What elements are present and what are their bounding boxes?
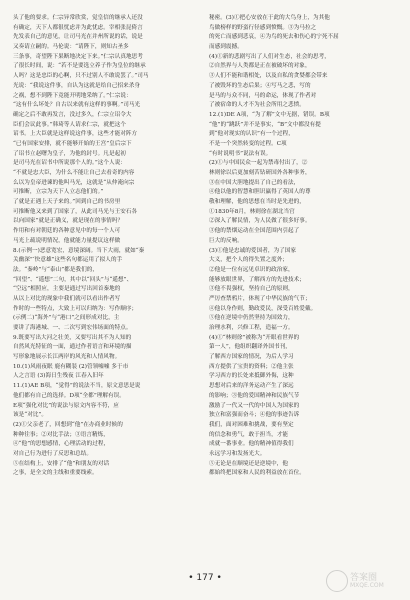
text-line: ③人们不能和谐相处，以及自私的贪婪都会带来 xyxy=(209,73,328,80)
text-line: 到“他对现实的认识”有一个过程， xyxy=(209,131,294,138)
text-line: 了解西方国家的情况，为后人学习 xyxy=(209,354,294,361)
text-line: 以向国家”就是正确义，就是现在的事情吗？ xyxy=(13,218,124,225)
text-line: 林则徐以后更加刻苦钻研国外各种事务， xyxy=(209,170,311,176)
text-line: 马光上疏说明情况，他就能力量提议这样做 xyxy=(13,237,121,244)
text-line: 学习西方的长处来抵御外侮，这种 xyxy=(209,373,294,380)
text-line: ③在中国大胆地提出了自己的看法， xyxy=(209,179,300,186)
text-line: (2)①与中国民众一起为禁毒付出了，② xyxy=(209,160,308,167)
text-line: 三条事，奇望陛下果断地决定下来。”仁宗认真地思考 xyxy=(13,53,143,60)
text-line: 了就是正遇上天子来的。”回到自己的书房里 xyxy=(13,199,121,206)
text-line: 作时的一些特点，大致上可以归纳为：写作顺序； xyxy=(13,305,138,312)
text-line: 我们，面对困难和挑战，要有坚定 xyxy=(209,421,294,428)
text-line: 治理水利，兴修工程，造福一方。 xyxy=(209,325,294,331)
text-line: ②深入了解民情，为人民做了很多好事。 xyxy=(209,218,311,225)
text-line: 光说：“我说这件事，自认为这就是给自己招来杀身 xyxy=(13,82,141,89)
text-line: 永远学习和发扬光大。 xyxy=(209,450,266,457)
text-line: 独立和富强而奋斗；④他的事迹告诉 xyxy=(209,412,300,419)
text-line: 又奏请立嗣的。马伦说：“请陛下，则知古圣多 xyxy=(13,44,129,51)
text-line: ③他的禁烟运动在全国范围内引起了 xyxy=(209,228,300,235)
text-line: 他们都有自己的选择。D项“全都”理解有误。 xyxy=(13,392,125,399)
text-line: 思想对后来的洋务运动产生了深远 xyxy=(209,383,294,390)
text-line: 从以上对比的现象中我们就可以看出作者写 xyxy=(13,295,121,302)
text-line: 是司马光在诏书中所说那个人的。”这个人说： xyxy=(13,160,126,167)
text-line: 的影响；③他的爱国精神和民族气节 xyxy=(209,392,300,399)
text-line: 写形象地展示长江两岸的风光和人情风物。 xyxy=(13,354,121,361)
text-line: ②他是一位有远见卓识的政治家， xyxy=(209,266,294,273)
text-line: “他”的“跳跃”并不是事实，“B”文中都没有提 xyxy=(209,121,321,128)
text-line: 该是“对比”。 xyxy=(13,412,48,419)
text-line: (3)①他是忠诚的爱国者，为了国家 xyxy=(209,247,297,254)
text-line: 作用和有对朝廷的各种意见中的每一个人可 xyxy=(13,228,121,235)
watermark-circle-icon xyxy=(326,570,348,592)
text-line: 巨大的反响。 xyxy=(209,237,243,244)
text-line: ①1830年8月，林则徐在湖北当官 xyxy=(209,208,295,215)
text-line: 的死亡而感到悲哀，④为鸟的死去和伤心的宁死不屈 xyxy=(209,34,339,41)
text-line: 而感到震撼。 xyxy=(209,44,243,51)
text-line: 8.(示例一)恶意宽宏，意境深阔。当下大雨，就如“秦 xyxy=(13,247,145,254)
text-line: “已有国家安排，就不能够开始的王宫”皇后宗下 xyxy=(13,140,132,147)
text-line: 头了他的要求。仁宗异常欣赏，觉皇信的继承人还没 xyxy=(13,15,143,21)
text-line: “不就是忠大臣，为什么不能让自己去看奇的内容 xyxy=(13,170,135,176)
text-line: 要讲了海港城、一、二次写到宏伟场面的特点。 xyxy=(13,325,132,331)
text-line: 秘密。(3)①把心安放在于此的大鸟身上，为其他 xyxy=(209,15,330,21)
text-line: 了诏书立赵曙为皇子，为他的封号。凡是起初 xyxy=(13,150,126,157)
text-line: 关幽深”‘快意雄”这些名句都运用了拟人的手 xyxy=(13,257,123,264)
text-line: 成就一番事业。他的精神值得我们 xyxy=(209,441,294,448)
text-line: 自然风光特征的一面，通过作者语言和环境的描 xyxy=(13,344,132,351)
text-line: 都始终把国家和人民的利益放在首位。 xyxy=(209,470,305,477)
text-line: 臣们会议此事。”韩琦等人请求仁宗，就把这个 xyxy=(13,121,126,128)
text-line: 可推断，立宗为天下人立志他们的。” xyxy=(13,189,104,196)
text-line: 西方提供了宝贵的资料；②他主张 xyxy=(209,363,294,370)
text-line: 不是一个突然转变的过程。C项 xyxy=(209,140,287,147)
text-line: ②自然界与人类都是正在被破坏的对象， xyxy=(209,63,311,70)
text-line: 有确定，天下人都很忧虑并为此忧虑。宰相张昆倚言 xyxy=(13,24,143,31)
text-line: 第一人”，他组织翻译外国书刊， xyxy=(209,344,291,351)
text-line: 激励了一代又一代的中国人为国家的 xyxy=(209,402,300,409)
text-line: 了很长时间，说：“若不是要选立养子作为皇位的继承 xyxy=(13,63,146,70)
text-line: 鸟做榜样的野蛮行径感到愤慨。③为马拉之 xyxy=(209,24,317,31)
text-line: 之事，是全文的主线和重要线索。 xyxy=(13,470,98,477)
text-line: 大义，把个人的得失置之度外； xyxy=(209,257,289,264)
watermark-text: 答案圈 xyxy=(350,573,378,583)
text-line: 种种往事；②对比手法；③语言精炼， xyxy=(13,431,109,438)
text-line: 10.(1)风雨夜眠 鹿有糊装 (2)管领嘘嘘 多于市 xyxy=(13,363,129,370)
text-line: 的信念和勇气，敢于担当，才能 xyxy=(209,431,289,438)
text-line: “回望”、“遥想”二句，其中以“回头”与“遥想”、 xyxy=(13,276,133,283)
text-line: (2)①父亲老了，回想到“他”在办商业时候的 xyxy=(13,421,123,428)
watermark-logo xyxy=(326,568,404,594)
text-line: 人之言语 (3)海日生残夜 江春入旧年 xyxy=(13,373,104,380)
text-line: ④他以他的智慧和胆识赢得了英国人的尊 xyxy=(209,189,311,196)
text-line: 人吗？这是忠臣的心啊，只不过别人不敢说罢了。”司马 xyxy=(13,73,149,80)
text-line: 对自己行为进行了反思和总结。 xyxy=(13,450,93,457)
text-line: 11.(1)AE B项，“觉得”的说法不当，原文意思是说 xyxy=(13,383,141,390)
text-line: 确定之后不敢再发言，没过多久，仁宗立诏令大 xyxy=(13,111,132,118)
text-line: 先发表自己的意见，让司马光在并州所说的话，说是 xyxy=(13,34,143,41)
page-number: • 177 • xyxy=(188,573,222,583)
text-line: “这有什么坏处？自古以来就有这样的事啊。”司马光 xyxy=(13,102,141,109)
text-line: 敬和理解，他的思想在当时是先进的， xyxy=(209,199,305,206)
text-line: 是马的与众不同，马的命运，体现了作者对 xyxy=(209,92,317,99)
text-line: “有时说明书”说法有误。 xyxy=(209,150,272,157)
text-line: 9.既要写出大河之壮美，又要写出其不为人知的 xyxy=(13,334,132,341)
text-line: 之祸，想不到陛下竟能开明地采纳了。”仁宗说： xyxy=(13,92,132,99)
text-line: 诏书。上大臣就是这样说这件事，这些才能对阵方 xyxy=(13,131,138,138)
text-line: 能够放眼世界，了解西方的先进技术； xyxy=(209,276,305,283)
text-line: ④他以身作则，勤政爱民，深受百姓爱戴。 xyxy=(209,305,317,312)
text-line: ④“他”的思想感情，心理活动的过程， xyxy=(13,441,110,448)
text-line: ⑤无论是在顺境还是逆境中，他 xyxy=(209,460,289,467)
left-column xyxy=(13,14,199,574)
text-line: 法。“秦岭”与“泰山”都是我们的， xyxy=(13,266,99,273)
watermark-url: MXQE.COM xyxy=(350,582,384,589)
text-line: (4)①新的悲剧写出了人们对生态，社会的思考， xyxy=(209,53,330,60)
text-line: 么以为皇帝进谏的他叫马光，这就是“从仲淹向宗 xyxy=(13,179,135,186)
right-column xyxy=(209,14,399,574)
text-line: ③他不畏强权，坚持自己的原则， xyxy=(209,286,294,293)
text-line: 了被宿命的人才不为社会所用之悲愤。 xyxy=(209,102,305,109)
text-line: “空远”相照应，主要是通过写出回首秦地的 xyxy=(13,286,121,293)
text-line: E项“强化对比”的说法与原文内容不符，应 xyxy=(13,402,119,409)
text-line: ⑤他在逆境中仍然坚持为国效力， xyxy=(209,315,294,322)
text-line: ⑤在结构上，安排了“他”和朋友的对话 xyxy=(13,460,110,467)
text-line: 可推断他又来到了国家了，从此司马光与王安石各 xyxy=(13,208,138,215)
text-line: 了被毁坏的生态后果；④写马之悲，写的 xyxy=(209,82,311,89)
text-line: (4)①“林则徐”被称为“开眼看世界的 xyxy=(209,334,300,341)
text-line: 严厉查禁鸦片，体现了中华民族的气节； xyxy=(209,295,311,302)
text-line: (示例二)“海外”与“港口”之间形成对比，主 xyxy=(13,315,120,322)
text-line: 12.(1)DE A项，“为了解”文中无据，错误。B项 xyxy=(209,111,330,118)
